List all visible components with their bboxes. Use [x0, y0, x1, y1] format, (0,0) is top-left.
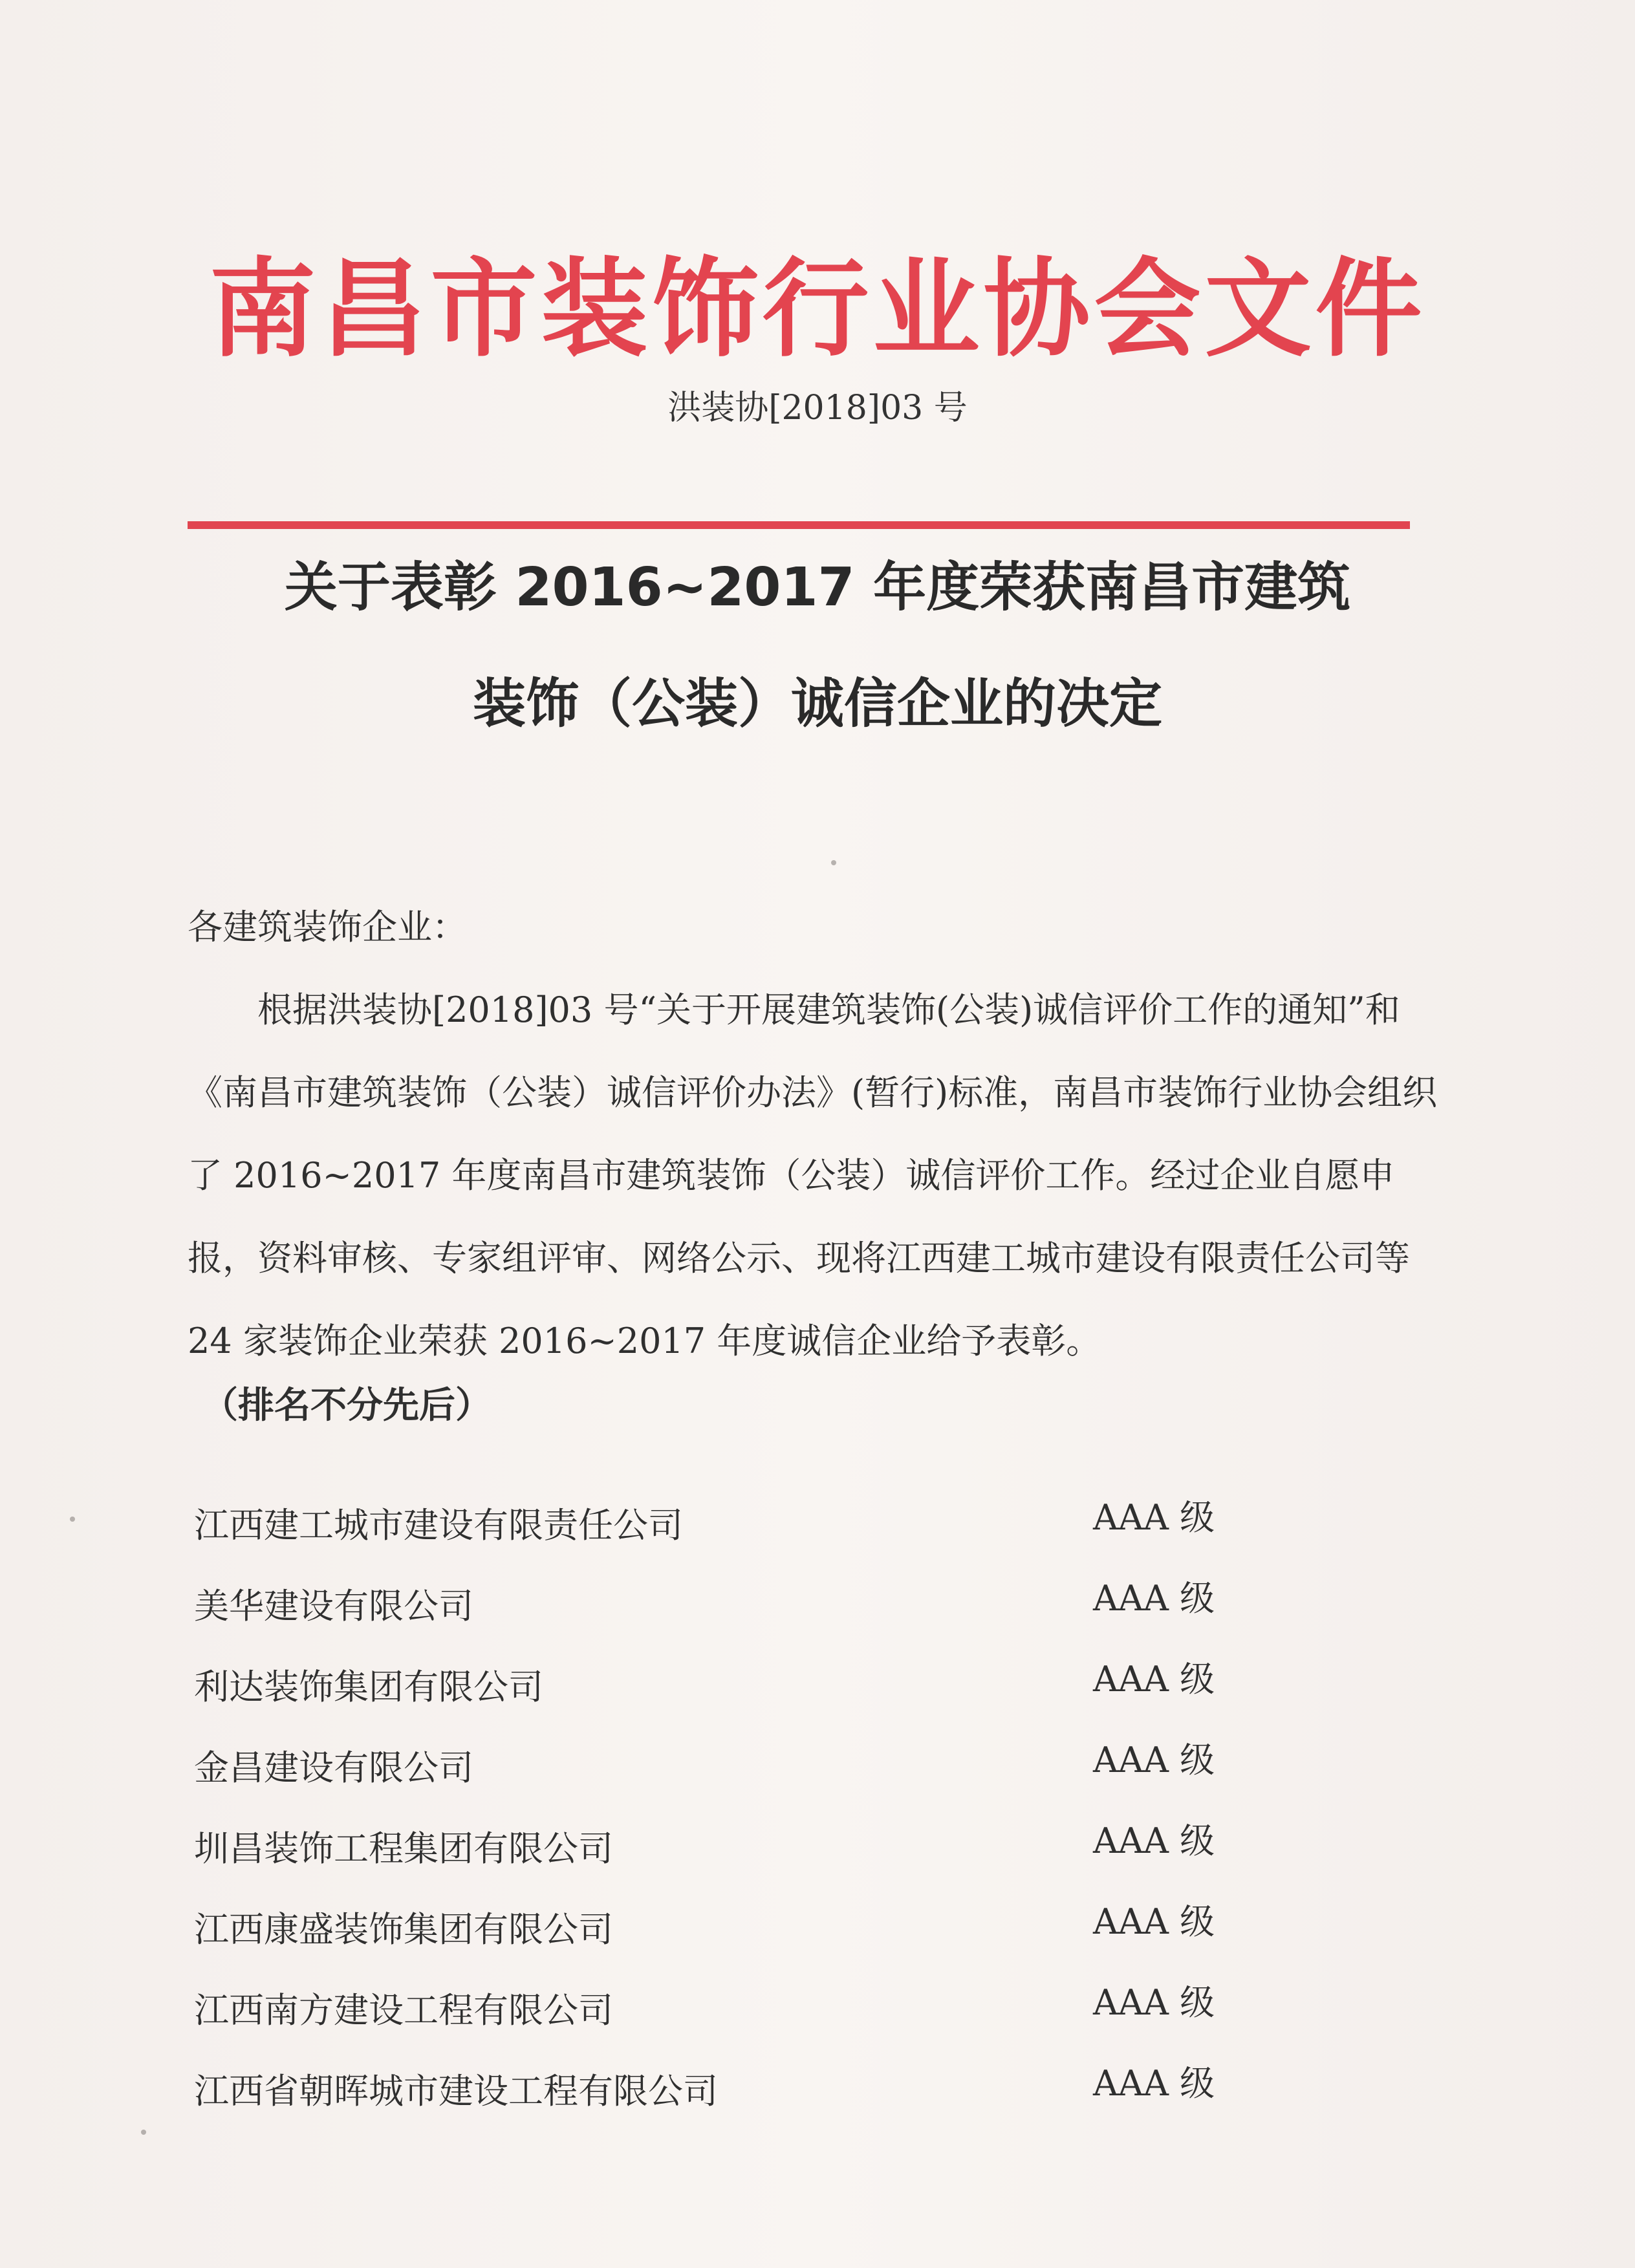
company-grade: AAA 级 — [1093, 1901, 1215, 1942]
company-name: 美华建设有限公司 — [194, 1586, 473, 1626]
red-divider-rule — [188, 521, 1410, 529]
company-name: 圳昌装饰工程集团有限公司 — [194, 1828, 613, 1869]
body-paragraph: 根据洪装协[2018]03 号“关于开展建筑装饰(公装)诚信评价工作的通知”和《南昌市建筑装饰（公装）诚信评价办法》(暂行)标准，南昌市装饰行业协会组织了 2016~2017 年度南昌市建筑装饰（公装）诚信评价工作。经过企业自愿申报，资料审核、专家组评审、网络公示、现将江西建工城市建设有限责任公司等 24 家装饰企业荣获 2016~2017 年度诚信企业给予表彰。 — [188, 989, 1438, 1361]
company-grade: AAA 级 — [1093, 1659, 1215, 1700]
company-grade: AAA 级 — [1093, 1820, 1215, 1861]
company-list — [194, 1495, 1294, 2142]
salutation: 各建筑装饰企业： — [188, 907, 467, 947]
company-grade: AAA 级 — [1093, 1740, 1215, 1780]
paper-speck — [70, 1517, 75, 1522]
company-name: 江西康盛装饰集团有限公司 — [194, 1909, 613, 1950]
order-note: （排名不分先后） — [202, 1385, 492, 1427]
list-item — [194, 2061, 1294, 2142]
decision-title-line-2: 装饰（公装）诚信企业的决定 — [472, 673, 1162, 735]
company-grade: AAA 级 — [1093, 1497, 1215, 1538]
company-grade: AAA 级 — [1093, 1578, 1215, 1619]
company-name: 江西建工城市建设有限责任公司 — [194, 1505, 683, 1546]
list-item — [194, 1899, 1294, 1980]
list-item — [194, 1738, 1294, 1819]
paper-speck — [831, 860, 836, 865]
list-item — [194, 1657, 1294, 1738]
company-grade: AAA 级 — [1093, 1982, 1215, 2023]
list-item — [194, 1980, 1294, 2061]
list-item — [194, 1576, 1294, 1657]
org-header-title: 南昌市装饰行业协会文件 — [209, 246, 1426, 371]
company-name: 利达装饰集团有限公司 — [194, 1667, 543, 1707]
company-name: 江西南方建设工程有限公司 — [194, 1990, 613, 2031]
document-number: 洪装协[2018]03 号 — [667, 389, 968, 427]
list-item — [194, 1819, 1294, 1899]
company-grade: AAA 级 — [1093, 2063, 1215, 2104]
paper-speck — [141, 2130, 146, 2135]
company-name: 江西省朝晖城市建设工程有限公司 — [194, 2071, 718, 2111]
list-item — [194, 1495, 1294, 1576]
company-name: 金昌建设有限公司 — [194, 1747, 473, 1788]
decision-title-line-1: 关于表彰 2016~2017 年度荣获南昌市建筑 — [284, 557, 1351, 618]
